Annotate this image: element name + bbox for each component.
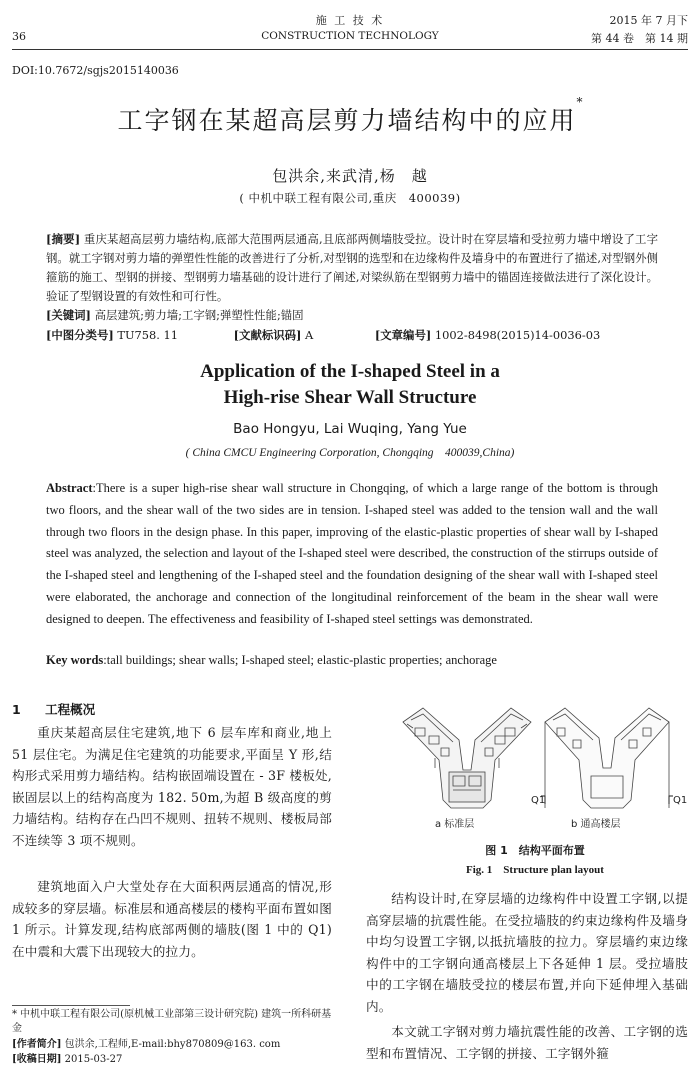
- figure1: [395, 700, 688, 835]
- q1-left-label: Q1: [531, 795, 546, 806]
- title-footnote-mark: *: [576, 95, 583, 109]
- footnote-author: [12, 1035, 334, 1050]
- journal-name-cn: 施 工 技 术: [315, 14, 385, 27]
- header-rule: [12, 49, 688, 50]
- section1-heading: [12, 700, 95, 718]
- figure1-caption-cn: 图 1 结构平面布置: [485, 844, 585, 857]
- abstract-cn: [46, 230, 658, 306]
- volume-issue: 第 44 卷 第 14 期: [591, 32, 688, 45]
- keywords-en: [46, 653, 658, 668]
- doi: DOI:10.7672/sgjs2015140036: [12, 64, 179, 77]
- subfig-b-label: b 通高楼层: [571, 819, 621, 830]
- keywords-en-text: :tall buildings; shear walls; I-shaped steel; elastic-plastic properties; anchorage: [103, 653, 497, 667]
- abstract-cn-label: [摘要]: [46, 232, 81, 246]
- article-id-label: [文章编号]: [374, 328, 432, 342]
- clc-label: [中图分类号]: [46, 328, 114, 342]
- authors-cn: 包洪余,来武清,杨 越: [272, 167, 428, 185]
- right-para1: 结构设计时,在穿层墙的边缘构件中设置工字钢,以提高穿层墙的抗震性能。在受拉墙肢的约束边缘构件及墙身中均匀设置工字钢,以抵抗墙肢的拉力。穿层墙约束边缘构件中的工字钢向通高楼层上下各延伸 1 层。受拉墙肢中的工字钢在墙肢受拉的楼层布置,并向下延伸埋入基础内。: [366, 891, 688, 1014]
- doc-code-value: A: [305, 328, 314, 342]
- authors-en: Bao Hongyu, Lai Wuqing, Yang Yue: [233, 421, 467, 437]
- section1-para2: 建筑地面入户大堂处存在大面积两层通高的情况,形成较多的穿层墙。标准层和通高楼层的楼构平面布置如图 1 所示。计算发现,结构底部两侧的墙肢(图 1 中的 Q1) 在中震和大震下出现较大的拉力。: [12, 879, 332, 959]
- plan-standard-floor: [403, 708, 531, 808]
- plan-double-height-floor: [545, 708, 669, 808]
- q1-right-label: Q1: [673, 795, 688, 806]
- journal-name-en: CONSTRUCTION TECHNOLOGY: [261, 30, 439, 42]
- abstract-en: [46, 478, 658, 631]
- footnote-author-label: [作者简介]: [12, 1039, 62, 1050]
- figure1-caption-en: Fig. 1 Structure plan layout: [466, 864, 604, 876]
- page-number: 36: [12, 30, 26, 43]
- title-cn: 工字钢在某超高层剪力墙结构中的应用: [117, 106, 577, 135]
- section1-title: 工程概况: [45, 702, 96, 717]
- keywords-cn-text: 高层建筑;剪力墙;工字钢;弹塑性性能;锚固: [94, 308, 304, 322]
- footnote-date-label: [收稿日期]: [12, 1054, 62, 1065]
- abstract-en-text: :There is a super high-rise shear wall structure in Chongqing, of which a large range of the bottom is through two floors, and the shear wall of the two sides are in tension. I-shaped steel was added to the tension wall and the wall through two floors in the design phase. In this paper, improving of the elastic-plastic properties of shear wall by I-shaped steel was analyzed, the selection and layout of the I-shaped steel were described, the construction of the stirrups outside of the I-shaped steel and lengthening of the I-shaped steel and the foundation designing of the shear wall with I-shaped steel were elaborated, the anchorage and connection of the longitudinal reinforcement of the beam in the shear wall were designed to deepen. The effectiveness and feasibility of I-shaped steel settings was demonstrated.: [46, 481, 658, 626]
- title-en-line2: High-rise Shear Wall Structure: [223, 387, 477, 408]
- keywords-cn: [46, 307, 658, 323]
- clc-value: TU758. 11: [117, 328, 179, 342]
- title-cn-block: [0, 95, 700, 137]
- abstract-en-label: Abstract: [46, 481, 93, 495]
- right-para2: 本文就工字钢对剪力墙抗震性能的改善、工字钢的选型和布置情况、工字钢的拼接、工字钢外箍: [366, 1024, 688, 1061]
- footnote-fund: * 中机中联工程有限公司(原机械工业部第三设计研究院) 建筑一所科研基金: [12, 1009, 332, 1034]
- classification: [46, 327, 686, 343]
- affiliation-en: ( China CMCU Engineering Corporation, Chongqing 400039,China): [185, 447, 515, 459]
- section1-para1: 重庆某超高层住宅建筑,地下 6 层车库和商业,地上 51 层住宅。为满足住宅建筑的功能要求,平面呈 Y 形,结构形式采用剪力墙结构。结构嵌固端设置在 - 3F 楼板处,嵌固层以上的结构高度为 182. 50m,为超 B 级高度的剪力墙结构。结构存在凸凹不规则、扭转不规则、楼板局部不连续等 3 项不规则。: [12, 725, 332, 848]
- abstract-cn-text: 重庆某超高层剪力墙结构,底部大范围两层通高,且底部两侧墙肢受拉。设计时在穿层墙和受拉剪力墙中增设了工字钢。就工字钢对剪力墙的弹塑性性能的改善进行了分析,对型钢的选型和在边缘构件及墙身中的布置进行了描述,对型钢外侧箍筋的施工、型钢的拼接、型钢剪力墙基础的设计进行了阐述,对梁纵筋在型钢剪力墙中的锚固连接做法进行了深化设计。验证了型钢设置的有效性和可行性。: [46, 232, 658, 303]
- section1-number: 1: [12, 702, 21, 717]
- footnote-date-text: 2015-03-27: [64, 1054, 123, 1065]
- title-en-line1: Application of the I-shaped Steel in a: [200, 361, 500, 382]
- affiliation-cn: ( 中机中联工程有限公司,重庆 400039): [239, 191, 461, 205]
- footnote-rule: [12, 1005, 130, 1006]
- subfig-a-label: a 标准层: [435, 819, 475, 830]
- figure1-plans: [395, 700, 688, 835]
- doc-code-label: [文献标识码]: [233, 328, 302, 342]
- footnote-date: [12, 1050, 334, 1065]
- keywords-en-label: Key words: [46, 653, 104, 667]
- article-id-value: 1002-8498(2015)14-0036-03: [434, 328, 601, 342]
- keywords-cn-label: [关键词]: [46, 308, 91, 322]
- issue-date: 2015 年 7 月下: [609, 14, 688, 27]
- footnote-author-text: 包洪余,工程师,E-mail:bhy870809@163. com: [64, 1039, 281, 1050]
